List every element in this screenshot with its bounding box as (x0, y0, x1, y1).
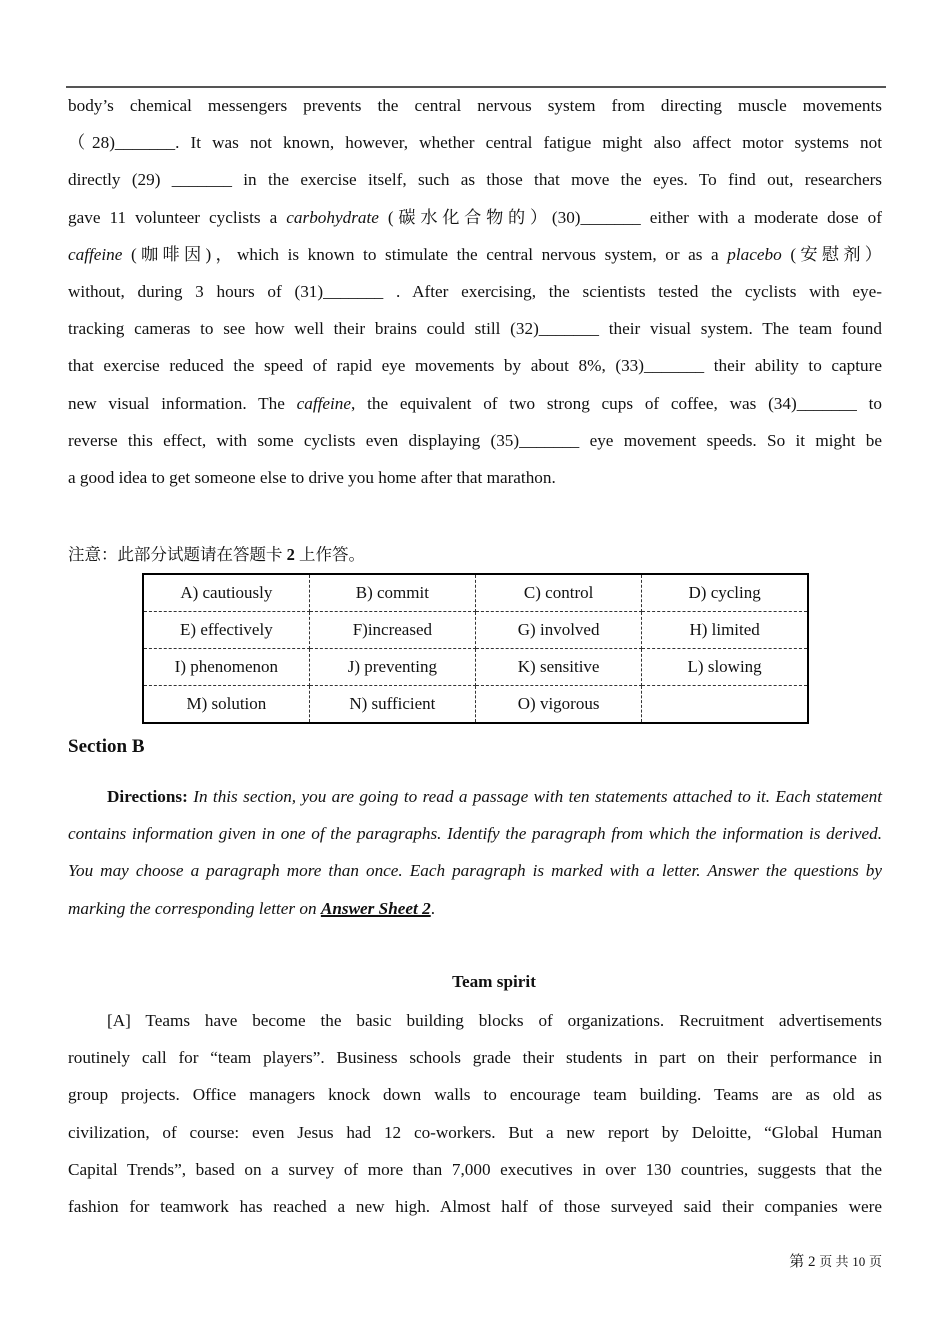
paragraph-line: [A] Teams have become the basic building blocks of organizations. Recruitment advertisements (107, 1011, 882, 1030)
passage-line: （28)_______. It was not known, however, whether central fatigue might also affect motor systems not (68, 133, 882, 153)
word-option: G) involved (476, 612, 642, 649)
passage-line: tracking cameras to see how well their brains could still (32)_______ their visual system. The team found (68, 319, 882, 339)
word-option: B) commit (309, 574, 475, 612)
word-option: M) solution (143, 686, 309, 724)
page-number: 2 (807, 1254, 816, 1270)
note-prefix: 注意：此部分试题请在答题卡 (68, 545, 283, 564)
passage-line: a good idea to get someone else to drive you home after that marathon. (68, 467, 556, 487)
word-option: A) cautiously (143, 574, 309, 612)
section-b-title: Section B (68, 736, 145, 757)
paragraph-line: routinely call for “team players”. Business schools grade their students in part on their performance in (68, 1048, 882, 1068)
passage-line: body’s chemical messengers prevents the central nervous system from directing muscle movements (68, 96, 882, 115)
page-footer (789, 1250, 882, 1271)
paragraph-a (68, 1002, 882, 1225)
paragraph-line: group projects. Office managers knock down walls to encourage team building. Teams are as old as (68, 1085, 882, 1105)
word-bank-row (143, 612, 808, 649)
word-option: E) effectively (143, 612, 309, 649)
word-bank-row (143, 649, 808, 686)
passage-cloze (68, 87, 882, 496)
directions-period: . (430, 898, 435, 918)
footer-mid: 页 共 (819, 1254, 849, 1269)
passage-line: without, during 3 hours of (31)_______ . After exercising, the scientists tested the cyclists with eye- (68, 281, 882, 301)
word-option: J) preventing (309, 649, 475, 686)
word-option: F)increased (309, 612, 475, 649)
paragraph-line: Capital Trends”, based on a survey of more than 7,000 executives in over 130 countries, suggests that the (68, 1159, 882, 1179)
note-number: 2 (286, 545, 295, 564)
word-option: H) limited (642, 612, 808, 649)
word-option: O) vigorous (476, 686, 642, 724)
answer-note (68, 541, 365, 565)
word-bank-row (143, 574, 808, 612)
footer-prefix: 第 (789, 1254, 805, 1270)
passage-line: directly (29) _______ in the exercise itself, such as those that move the eyes. To find out, researchers (68, 170, 882, 190)
passage-line: caffeine (咖啡因)，which is known to stimulate the central nervous system, or as a placebo (安慰剂） (68, 244, 882, 264)
directions-text: In this section, you are going to read a passage with ten statements attached to it. Each statement contains information given in one of the paragraphs. Identify the paragraph from which the information is derived. You may choose a paragraph more than once. Each paragraph is marked with a letter. Answer the questions by marking the corresponding letter on (68, 787, 882, 918)
word-option: I) phenomenon (143, 649, 309, 686)
word-option: C) control (476, 574, 642, 612)
word-option: N) sufficient (309, 686, 475, 724)
passage-line: new visual information. The caffeine, the equivalent of two strong cups of coffee, was (34)_______ to (68, 393, 882, 413)
total-pages: 10 (852, 1254, 866, 1269)
section-b-directions (68, 778, 882, 927)
word-bank-table (142, 573, 809, 724)
passage-title: Team spirit (452, 972, 536, 991)
passage-line: gave 11 volunteer cyclists a carbohydrate (碳水化合物的）(30)_______ either with a moderate dose of (68, 207, 882, 227)
word-option-empty (642, 686, 808, 724)
answer-sheet-reference: Answer Sheet 2 (320, 898, 431, 918)
passage-line: that exercise reduced the speed of rapid eye movements by about 8%, (33)_______ their ability to capture (68, 356, 882, 376)
passage-line: reverse this effect, with some cyclists even displaying (35)_______ eye movement speeds. So it might be (68, 430, 882, 450)
word-option: D) cycling (642, 574, 808, 612)
word-option: L) slowing (642, 649, 808, 686)
note-suffix: 上作答。 (299, 545, 365, 564)
word-option: K) sensitive (476, 649, 642, 686)
paragraph-line: fashion for teamwork has reached a new high. Almost half of those surveyed said their companies were (68, 1196, 882, 1216)
word-bank-row (143, 686, 808, 724)
paragraph-line: civilization, of course: even Jesus had 12 co-workers. But a new report by Deloitte, “Global Human (68, 1122, 882, 1142)
directions-label: Directions: (107, 787, 188, 806)
footer-suffix: 页 (868, 1254, 882, 1269)
